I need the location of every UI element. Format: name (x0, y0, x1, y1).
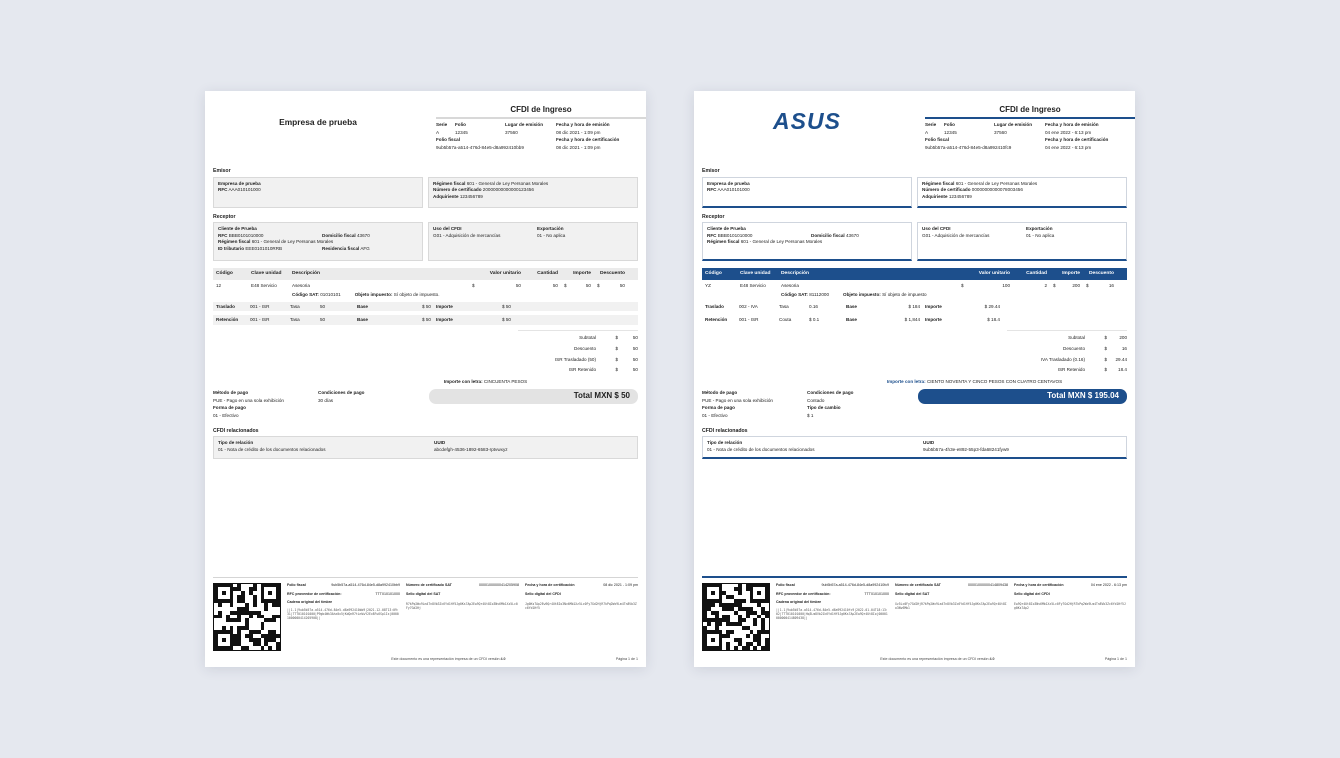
emisor-regimen: 601 - General de Ley Personas Morales (955, 180, 1038, 186)
emisor-section (702, 168, 1127, 208)
qr-code-icon (702, 583, 770, 651)
footer-fecha: 08 dic 2021 - 1:09 pm (603, 582, 638, 587)
fecha-cert-label: Fecha y hora de certificación (556, 137, 620, 143)
lugar-label: Lugar de emisión (994, 122, 1033, 127)
receptor-section (702, 214, 1127, 262)
folio-label: Folio (944, 122, 955, 127)
tax-importe: $ 18.4 (987, 317, 1000, 323)
emisor-heading: Emisor (702, 168, 720, 174)
emisor-certificado-label: Número de certificado (433, 187, 482, 193)
row-descripcion: Asesoria (292, 283, 310, 289)
company-logo (702, 91, 912, 153)
row-cantidad: 2 (1044, 283, 1047, 289)
serie-value: A (925, 129, 929, 135)
row-descuento: 50 (619, 283, 625, 289)
relacion-tipo-label: Tipo de relación (218, 440, 254, 446)
descuento-sym: $ (615, 345, 618, 351)
brand-logo-icon (764, 111, 850, 133)
receptor-domicilio: 43670 (356, 232, 370, 238)
grand-total: Total MXN $ 195.04 (918, 389, 1127, 404)
row-descuento-sym: $ (1086, 283, 1089, 289)
tax-tipo: Tasa (779, 303, 789, 309)
col-cantidad: Cantidad (537, 271, 558, 276)
tax-tasa: 50 (320, 303, 326, 309)
receptor-heading: Receptor (702, 213, 725, 220)
footer-cadena: ||1.1|9ub5b57a-a514-476d-84e5-d8a992410fc9|2022-01-04T18:13:02|TTT010101000|Hq3Lm8Vb2Zc6Yd1Hf5Jg0Ks7Ap2Ew9Qr4Ut8Io|00001000000414809438|| (776, 607, 888, 621)
folio-label: Folio (455, 122, 466, 127)
descuento-value: 50 (632, 345, 638, 351)
invoice-footer (213, 577, 638, 661)
row-cantidad: 50 (552, 283, 558, 289)
tax-tasa: 0.16 (809, 303, 818, 309)
footer-fecha: 04 ene 2022 - 6:13 pm (1090, 582, 1127, 587)
emisor-certificado: 20000000000000123456 (482, 187, 534, 193)
objeto-label: Objeto impuesto: (843, 291, 881, 297)
exportacion-label: Exportación (1026, 226, 1053, 231)
row-valor-sym: $ (472, 283, 475, 289)
col-valor: Valor unitario (489, 271, 521, 276)
folio-fiscal-value: 9ub5b57a-a514-476d-84e5-d8a992410fc9 (925, 145, 1012, 151)
sat-label: Código SAT: (781, 291, 808, 297)
footer-sello-cfdi-label: Sello digital del CFDI (1014, 591, 1050, 596)
subtotal-value: 50 (632, 335, 638, 341)
tax-importe-label: Importe (436, 303, 453, 309)
tax-label: Traslado (216, 303, 235, 309)
grand-total: Total MXN $ 50 (429, 389, 638, 404)
row-clave: E48 Servicio (740, 283, 766, 289)
row-details (213, 292, 638, 302)
invoice-page-plain (205, 91, 646, 667)
relacion-uuid-label: UUID (434, 440, 446, 446)
footer-leyenda: Este documento es una representación impresa de un CFDI versión (391, 656, 500, 661)
forma-label: Forma de pago (213, 405, 246, 411)
condiciones-label: Condiciones de pago (318, 389, 365, 395)
importe-letra (213, 379, 638, 385)
emisor-certificado-label: Número de certificado (922, 187, 971, 193)
serie-label: Serie (925, 122, 937, 127)
footer-rfc-label: RFC proveedor de certificación: (287, 591, 342, 596)
footer-fecha-label: Fecha y hora de certificación (525, 582, 575, 587)
relacionados-box (702, 436, 1127, 459)
forma-value: 01 - Efectivo (213, 413, 239, 419)
emisor-heading: Emisor (213, 168, 231, 174)
relacionados-box (213, 436, 638, 459)
footer-cert-label: Número de certificado SAT (895, 582, 941, 587)
relacionados-section (213, 428, 638, 460)
importe-letra-value: CINCUENTA PESOS (483, 379, 528, 384)
footer-sello-sat-label: Sello digital del SAT (406, 591, 441, 596)
tax-base: $ 50 (422, 303, 431, 309)
tax-label: Retención (216, 317, 239, 323)
exportacion-value: 01 - No aplica (1026, 232, 1055, 238)
invoice-header (702, 91, 1127, 153)
folio-value: 12345 (455, 129, 468, 135)
relacion-tipo-value: 01 - Nota de crédito de los documentos relacionados (218, 447, 326, 453)
invoice-header (213, 91, 638, 153)
descuento-sym: $ (1104, 345, 1107, 351)
receptor-domicilio-label: Domicilio fiscal (322, 232, 356, 238)
footer-version: 4.0 (989, 656, 995, 661)
emisor-regimen-label: Régimen fiscal (922, 180, 955, 186)
metodo-value: PUE - Pago en una sola exhibición (213, 397, 284, 403)
fecha-emision-value: 08 dic 2021 - 1:09 pm (556, 129, 601, 135)
uso-value: G01 - Adquisición de mercancías (433, 232, 501, 238)
emisor-name: Empresa de prueba (707, 180, 750, 186)
tax-tipo: Couta (779, 317, 792, 323)
retenido-sym: $ (615, 367, 618, 373)
fecha-emision-label: Fecha y hora de emisión (1045, 122, 1099, 127)
folio-fiscal-value: 9ub5b57a-a514-476d-84e5-d8a992410bb9 (436, 145, 524, 151)
retenido-label: ISR Retenido (1057, 367, 1085, 373)
tax-row-traslado (702, 302, 1127, 312)
tax-tasa: $ 0.1 (809, 317, 820, 323)
metodo-label: Método de pago (213, 389, 249, 395)
title-rule (925, 117, 1135, 119)
lugar-value: 37560 (994, 129, 1007, 135)
col-codigo: Código (216, 271, 233, 276)
traslado-sym: $ (615, 356, 618, 362)
cfdi-info (436, 105, 646, 151)
footer-pagina: Página 1 de 1 (1104, 656, 1127, 661)
uso-label: Uso del CFDI (433, 226, 462, 231)
uso-label: Uso del CFDI (922, 226, 951, 231)
tax-tipo: Tasa (290, 303, 300, 309)
table-header (702, 268, 1127, 280)
tax-tipo: Tasa (290, 317, 300, 323)
tax-base: $ 184 (908, 303, 920, 309)
receptor-name: Cliente de Prueba (218, 226, 257, 231)
table-row (213, 280, 638, 292)
col-descripcion: Descripción (292, 271, 320, 276)
totals-block (1007, 330, 1127, 373)
company-name: Empresa de prueba (279, 116, 357, 127)
emisor-box (702, 177, 912, 208)
footer-folio-label: Folio fiscal (776, 582, 795, 587)
receptor-regimen: 601 - General de Ley Personas Morales (740, 239, 823, 245)
tipo-cambio-label: Tipo de cambio (807, 405, 841, 411)
receptor-heading: Receptor (213, 213, 236, 220)
descuento-value: 16 (1121, 345, 1127, 351)
folio-fiscal-label: Folio fiscal (925, 137, 949, 143)
col-cantidad: Cantidad (1026, 271, 1047, 276)
lugar-label: Lugar de emisión (505, 122, 544, 127)
subtotal-sym: $ (1104, 335, 1107, 341)
footer-cert-label: Número de certificado SAT (406, 582, 452, 587)
receptor-rfc-label: RFC (218, 232, 228, 238)
tax-label: Retención (705, 317, 728, 323)
subtotal-label: Subtotal (1068, 335, 1085, 341)
tax-base: $ 1,844 (904, 317, 920, 323)
subtotal-label: Subtotal (579, 335, 596, 341)
footer-cert: 00001000000414205908 (479, 582, 519, 587)
traslado-value: 29.44 (1115, 356, 1127, 362)
footer-pagina: Página 1 de 1 (615, 656, 638, 661)
tax-base-label: Base (846, 317, 857, 323)
row-importe: 200 (1072, 283, 1080, 289)
footer-leyenda: Este documento es una representación impresa de un CFDI versión (880, 656, 989, 661)
descuento-label: Descuento (1063, 345, 1085, 351)
receptor-domicilio: 43670 (845, 232, 859, 238)
relacionados-section (702, 428, 1127, 460)
fecha-cert-value: 08 dic 2021 - 1:09 pm (556, 145, 601, 151)
footer-info (776, 583, 1127, 651)
tax-code: 001 - ISR (250, 317, 270, 323)
footer-sello-cfdi: Ew9Qr4Ut8Io3Nv6Mb1Xz5Lc0Fy7Gd2HjR7kPq2Wx9Lm4Tn8Vb3Zc6Yd1Hf5Jg0Ks7Ap2 (1014, 602, 1126, 611)
col-codigo: Código (705, 271, 722, 276)
col-descuento: Descuento (1088, 271, 1114, 276)
tax-code: 002 - IVA (739, 303, 758, 309)
payment-info (702, 389, 917, 420)
tax-row-retencion (702, 315, 1127, 325)
footer-info (287, 583, 638, 651)
tax-base-label: Base (357, 317, 368, 323)
importe-letra-value: CIENTO NOVENTA Y CINCO PESOS CON CUATRO CENTAVOS (926, 379, 1063, 384)
tax-base-label: Base (846, 303, 857, 309)
sat-value: 01010101 (320, 291, 341, 297)
tax-importe: $ 29.44 (984, 303, 1000, 309)
emisor-rfc-label: RFC (218, 187, 228, 193)
exportacion-value: 01 - No aplica (537, 232, 566, 238)
receptor-section (213, 214, 638, 262)
footer-folio-label: Folio fiscal (287, 582, 306, 587)
receptor-uso-box (428, 222, 638, 261)
tax-importe: $ 50 (502, 303, 511, 309)
tax-importe-label: Importe (925, 303, 942, 309)
fecha-emision-label: Fecha y hora de emisión (556, 122, 610, 127)
emisor-adquiriente: 123456789 (948, 193, 972, 199)
descuento-label: Descuento (574, 345, 596, 351)
table-row (702, 280, 1127, 292)
receptor-rfc-label: RFC (707, 232, 717, 238)
lugar-value: 37560 (505, 129, 518, 135)
condiciones-value: 30 días (318, 397, 334, 403)
importe-letra (702, 379, 1127, 385)
emisor-certificado: 00000000000078003456 (971, 187, 1023, 193)
emisor-section (213, 168, 638, 208)
fecha-cert-label: Fecha y hora de certificación (1045, 137, 1109, 143)
traslado-value: 50 (632, 356, 638, 362)
traslado-sym: $ (1104, 356, 1107, 362)
fecha-cert-value: 04 ene 2022 - 6:13 pm (1045, 145, 1092, 151)
sat-value: 81112000 (809, 291, 830, 297)
footer-rule (213, 577, 638, 578)
concepts-table (213, 268, 638, 325)
traslado-label: ISR Trasladado (50) (554, 356, 596, 362)
tipo-cambio-value (318, 412, 428, 420)
retenido-sym: $ (1104, 367, 1107, 373)
emisor-fiscal-box (917, 177, 1127, 208)
table-header (213, 268, 638, 280)
tax-base: $ 50 (422, 317, 431, 323)
tax-importe-label: Importe (925, 317, 942, 323)
row-details (702, 292, 1127, 302)
retenido-label: ISR Retenido (568, 367, 596, 373)
receptor-uso-box (917, 222, 1127, 261)
qr-code-icon (213, 583, 281, 651)
invoice-title: CFDI de Ingreso (999, 105, 1061, 114)
row-valor: 100 (1002, 283, 1010, 289)
footer-sello-cfdi: Jg0Ks7Ap2Ew9Qr4Ut8Io3Nv6Mb1Xz5Lc0Fy7Gd2HjR7kPq2Wx9Lm4Tn8Vb3Zc6Yd1Hf5 (525, 602, 637, 611)
footer-rule (702, 576, 1127, 578)
forma-value: 01 - Efectivo (702, 413, 728, 419)
sat-label: Código SAT: (292, 291, 319, 297)
tax-row-retencion (213, 315, 638, 325)
serie-value: A (436, 129, 440, 135)
footer-sello-sat: Xz5Lc0Fy7Gd2HjR7kPq2Wx9Lm4Tn8Vb3Zc6Yd1Hf5Jg0Ks7Ap2Ew9Qr4Ut8Io3Nv6Mb1 (895, 602, 1007, 611)
qr-module (276, 646, 280, 650)
row-importe-sym: $ (564, 283, 567, 289)
emisor-box (213, 177, 423, 208)
tax-code: 001 - ISR (739, 317, 759, 323)
row-valor: 50 (515, 283, 521, 289)
footer-folio: 9ub5b57a-a514-476d-84e5-d8a992410fc9 (821, 582, 889, 587)
relacion-uuid-value: 9ub5b57a-4h3e-e892-55p3-fda68241fyw9 (923, 447, 1009, 453)
tipo-cambio-value: $ 1 (807, 413, 814, 419)
footer-cert: 00001000000414809438 (968, 582, 1008, 587)
tipo-cambio-label (318, 404, 428, 412)
retenido-value: 50 (632, 367, 638, 373)
row-codigo: 12 (216, 283, 222, 289)
tax-row-traslado (213, 302, 638, 312)
receptor-regimen: 601 - General de Ley Personas Morales (251, 239, 334, 245)
footer-cadena: ||1.1|9ub5b57a-a514-476d-84e5-d8a992410bb9|2021-12-08T13:09:31|TTT010101000|P9gb4Wk3Ahz0x5jKdQnR7tLmVwY2Ec8Fu6Sp1Ix|00001000000414205908|| (287, 607, 399, 621)
tax-code: 001 - ISR (250, 303, 270, 309)
title-rule (436, 117, 646, 119)
footer-rfc: TTT010101000 (864, 591, 889, 596)
fecha-emision-value: 04 ene 2022 - 6:13 pm (1045, 129, 1092, 135)
condiciones-label: Condiciones de pago (807, 389, 854, 395)
footer-sello-sat-label: Sello digital del SAT (895, 591, 930, 596)
relacion-uuid-label: UUID (923, 440, 935, 446)
emisor-adquiriente: 123456789 (459, 193, 483, 199)
footer-rfc: TTT010101000 (375, 591, 400, 596)
receptor-residencia: AFG (360, 245, 370, 251)
receptor-domicilio-label: Domicilio fiscal (811, 232, 845, 238)
row-descuento-sym: $ (597, 283, 600, 289)
cfdi-info (925, 105, 1135, 151)
invoice-footer (702, 576, 1127, 661)
payment-block (213, 389, 638, 420)
tax-label: Traslado (705, 303, 724, 309)
footer-fecha-label: Fecha y hora de certificación (1014, 582, 1064, 587)
tax-base-label: Base (357, 303, 368, 309)
receptor-rfc: BBB0101010000 (228, 232, 264, 238)
folio-value: 12345 (944, 129, 957, 135)
emisor-regimen-label: Régimen fiscal (433, 180, 466, 186)
row-importe: 50 (585, 283, 591, 289)
folio-fiscal-label: Folio fiscal (436, 137, 460, 143)
receptor-regimen-label: Régimen fiscal (707, 239, 740, 245)
receptor-name: Cliente de Prueba (707, 226, 746, 231)
receptor-box (702, 222, 912, 261)
footer-sello-sat: R7kPq2Wx9Lm4Tn8Vb3Zc6Yd1Hf5Jg0Ks7Ap2Ew9Qr4Ut8Io3Nv6Mb1Xz5Lc0Fy7Gd2Hj (406, 602, 518, 611)
footer-cadena-label: Cadena original del timbre (776, 600, 822, 605)
emisor-rfc: AAA010101000 (717, 187, 750, 193)
payment-info (213, 389, 428, 420)
col-importe: Importe (573, 271, 591, 276)
tax-tasa: 50 (320, 317, 326, 323)
relacion-uuid-value: abcdefgh-4536-1892-6583-rptvwxyz (434, 447, 508, 453)
exportacion-label: Exportación (537, 226, 564, 231)
row-descripcion: Asesoria (781, 283, 799, 289)
emisor-rfc: AAA010101000 (228, 187, 261, 193)
row-importe-sym: $ (1053, 283, 1056, 289)
footer-version: 4.0 (500, 656, 506, 661)
concepts-table (702, 268, 1127, 325)
emisor-rfc-label: RFC (707, 187, 717, 193)
subtotal-sym: $ (615, 335, 618, 341)
footer-rfc-label: RFC proveedor de certificación: (776, 591, 831, 596)
objeto-value: Sí objeto de impuesto (882, 291, 927, 297)
metodo-value: PUE - Pago en una sola exhibición (702, 397, 773, 403)
col-clave: Clave unidad (740, 271, 771, 276)
col-valor: Valor unitario (978, 271, 1010, 276)
relacion-tipo-value: 01 - Nota de crédito de los documentos relacionados (707, 447, 815, 453)
qr-module (765, 646, 769, 650)
serie-label: Serie (436, 122, 448, 127)
row-codigo: YZ (705, 283, 711, 289)
receptor-box (213, 222, 423, 261)
receptor-residencia-label: Residencia fiscal (322, 245, 360, 251)
receptor-id-label: ID tributario (218, 245, 245, 251)
receptor-regimen-label: Régimen fiscal (218, 239, 251, 245)
logo-text: ASUS (773, 111, 841, 133)
tax-importe-label: Importe (436, 317, 453, 323)
col-descuento: Descuento (599, 271, 625, 276)
footer-sello-cfdi-label: Sello digital del CFDI (525, 591, 561, 596)
relacionados-heading: CFDI relacionados (702, 427, 748, 434)
emisor-fiscal-box (428, 177, 638, 208)
col-importe: Importe (1062, 271, 1080, 276)
receptor-rfc: BBB0101010000 (717, 232, 753, 238)
forma-label: Forma de pago (702, 405, 735, 411)
importe-letra-label: Importe con letra: (886, 379, 926, 384)
emisor-name: Empresa de prueba (218, 180, 261, 186)
emisor-adquiriente-label: Adquiriente (433, 193, 459, 199)
tax-importe: $ 50 (502, 317, 511, 323)
row-clave: E48 Servicio (251, 283, 277, 289)
retenido-value: 18.4 (1118, 367, 1127, 373)
subtotal-value: 200 (1119, 335, 1127, 341)
metodo-label: Método de pago (702, 389, 738, 395)
uso-value: G01 - Adquisición de mercancías (922, 232, 990, 238)
col-clave: Clave unidad (251, 271, 282, 276)
emisor-regimen: 601 - General de Ley Personas Morales (466, 180, 549, 186)
row-valor-sym: $ (961, 283, 964, 289)
objeto-label: Objeto impuesto: (354, 291, 393, 297)
invoice-page-branded (694, 91, 1135, 667)
traslado-label: IVA Trasladado (0.16) (1040, 356, 1085, 362)
invoice-title: CFDI de Ingreso (510, 105, 572, 114)
totals-block (518, 330, 638, 373)
relacionados-heading: CFDI relacionados (213, 427, 259, 434)
importe-letra-label: Importe con letra: (443, 379, 483, 384)
emisor-adquiriente-label: Adquiriente (922, 193, 948, 199)
footer-cadena-label: Cadena original del timbre (287, 600, 333, 605)
payment-block (702, 389, 1127, 420)
receptor-id: EEE0101010RRB (245, 245, 283, 251)
relacion-tipo-label: Tipo de relación (707, 440, 743, 446)
footer-folio: 9ub5b57a-a514-476d-84e5-d8a992410bb9 (331, 582, 400, 587)
objeto-value: Sí objeto de impuesto. (393, 291, 440, 297)
col-descripcion: Descripción (781, 271, 809, 276)
condiciones-value: Contado (807, 397, 825, 403)
row-descuento: 16 (1108, 283, 1114, 289)
